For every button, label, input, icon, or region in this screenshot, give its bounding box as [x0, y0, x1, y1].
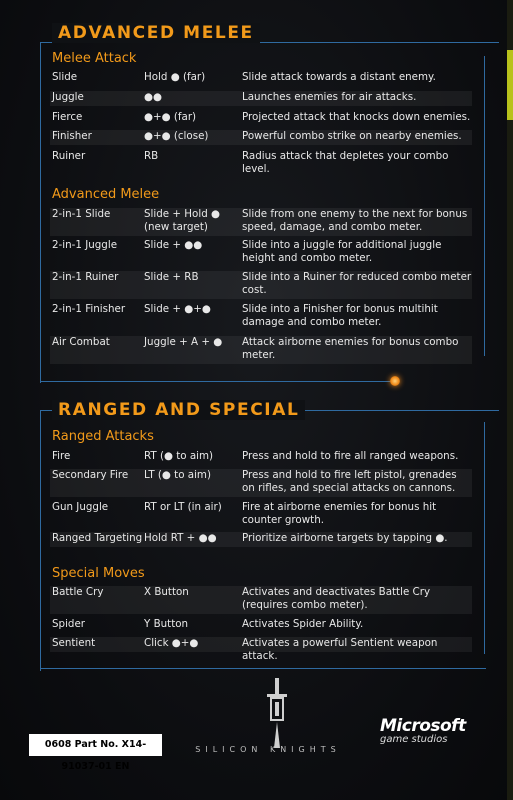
move-input: ●● — [144, 91, 162, 103]
move-name: Ranged Targeting — [52, 532, 143, 544]
move-desc: Prioritize airborne targets by tapping ●. — [242, 532, 448, 544]
group-title-special-moves: Special Moves — [52, 566, 145, 581]
move-name: 2-in-1 Juggle — [52, 239, 118, 251]
table-row — [50, 586, 472, 614]
publisher-name: Microsoft — [380, 716, 466, 736]
table-row — [50, 336, 472, 364]
move-desc: Slide attack towards a distant enemy. — [242, 71, 436, 83]
section-frame-right-1 — [484, 56, 485, 356]
move-input: Slide + Hold ● (new target) — [144, 208, 220, 233]
move-desc: Press and hold to fire all ranged weapons. — [242, 450, 459, 462]
move-input: LT (● to aim) — [144, 469, 211, 481]
move-desc: Projected attack that knocks down enemies. — [242, 111, 471, 123]
move-name: Air Combat — [52, 336, 110, 348]
move-input: Hold RT + ●● — [144, 532, 217, 544]
table-row — [50, 239, 472, 267]
move-desc: Radius attack that depletes your combo level. — [242, 150, 449, 175]
move-desc: Launches enemies for air attacks. — [242, 91, 417, 103]
group-title-ranged-attacks: Ranged Attacks — [52, 429, 154, 444]
section-frame-bottom-2 — [40, 668, 486, 669]
move-input: RT or LT (in air) — [144, 501, 222, 513]
orb-icon — [390, 376, 400, 386]
section-frame-right-2 — [484, 422, 485, 654]
sword-logo-icon — [262, 678, 292, 748]
table-row — [50, 111, 472, 126]
move-name: Fierce — [52, 111, 83, 123]
move-input: Juggle + A + ● — [144, 336, 223, 348]
move-input: RT (● to aim) — [144, 450, 214, 462]
table-row — [50, 532, 472, 547]
section-title-advanced-melee: ADVANCED MELEE — [52, 23, 260, 43]
move-desc: Attack airborne enemies for bonus combo meter. — [242, 336, 459, 361]
move-desc: Activates Spider Ability. — [242, 618, 364, 630]
move-input: Y Button — [144, 618, 189, 630]
group-title-advanced-melee: Advanced Melee — [52, 187, 160, 202]
group-title-melee-attack: Melee Attack — [52, 51, 137, 66]
part-number-label: 0608 Part No. X14-91037-01 EN — [29, 734, 162, 756]
section-frame-bottom-1 — [40, 381, 392, 382]
move-input: ●+● (close) — [144, 130, 209, 142]
move-name: Slide — [52, 71, 78, 83]
table-row — [50, 450, 472, 465]
move-input: Slide + RB — [144, 271, 199, 283]
move-name: Fire — [52, 450, 71, 462]
move-desc: Slide into a Finisher for bonus multihit damage and combo meter. — [242, 303, 438, 328]
move-input: RB — [144, 150, 159, 162]
table-row — [50, 71, 472, 86]
move-desc: Activates a powerful Sentient weapon attack. — [242, 637, 438, 662]
move-input: Slide + ●+● — [144, 303, 211, 315]
table-row — [50, 130, 472, 145]
move-name: Secondary Fire — [52, 469, 129, 481]
table-row — [50, 637, 472, 662]
move-name: Gun Juggle — [52, 501, 109, 513]
move-input: X Button — [144, 586, 189, 598]
move-name: 2-in-1 Finisher — [52, 303, 126, 315]
publisher-sub: game studios — [380, 734, 448, 745]
page-edge-tab — [507, 50, 513, 120]
table-row — [50, 469, 472, 497]
publisher-logo — [380, 716, 490, 745]
move-desc: Slide from one enemy to the next for bonus speed, damage, and combo meter. — [242, 208, 468, 233]
move-input: Click ●+● — [144, 637, 199, 649]
page-edge — [507, 0, 513, 800]
table-row — [50, 501, 472, 529]
move-input: Slide + ●● — [144, 239, 203, 251]
move-desc: Activates and deactivates Battle Cry (requires combo meter). — [242, 586, 431, 611]
move-name: Spider — [52, 618, 86, 630]
section-title-ranged-special: RANGED AND SPECIAL — [52, 400, 305, 420]
move-desc: Press and hold to fire left pistol, grenades on rifles, and special attacks on cannons. — [242, 469, 457, 494]
move-input: ●+● (far) — [144, 111, 197, 123]
move-name: Juggle — [52, 91, 84, 103]
move-name: Sentient — [52, 637, 96, 649]
table-row — [50, 208, 472, 236]
move-name: 2-in-1 Ruiner — [52, 271, 119, 283]
move-name: 2-in-1 Slide — [52, 208, 111, 220]
move-input: Hold ● (far) — [144, 71, 206, 83]
table-row — [50, 91, 472, 106]
table-row — [50, 303, 472, 331]
table-row — [50, 618, 472, 633]
studio-logo-text: SILICON KNIGHTS — [195, 745, 341, 754]
move-name: Battle Cry — [52, 586, 104, 598]
move-name: Finisher — [52, 130, 92, 142]
move-desc: Slide into a juggle for additional juggle height and combo meter. — [242, 239, 442, 264]
move-desc: Powerful combo strike on nearby enemies. — [242, 130, 462, 142]
move-desc: Slide into a Ruiner for reduced combo meter cost. — [242, 271, 472, 296]
move-name: Ruiner — [52, 150, 86, 162]
table-row — [50, 271, 472, 299]
move-desc: Fire at airborne enemies for bonus hit counter growth. — [242, 501, 437, 526]
table-row — [50, 150, 472, 175]
